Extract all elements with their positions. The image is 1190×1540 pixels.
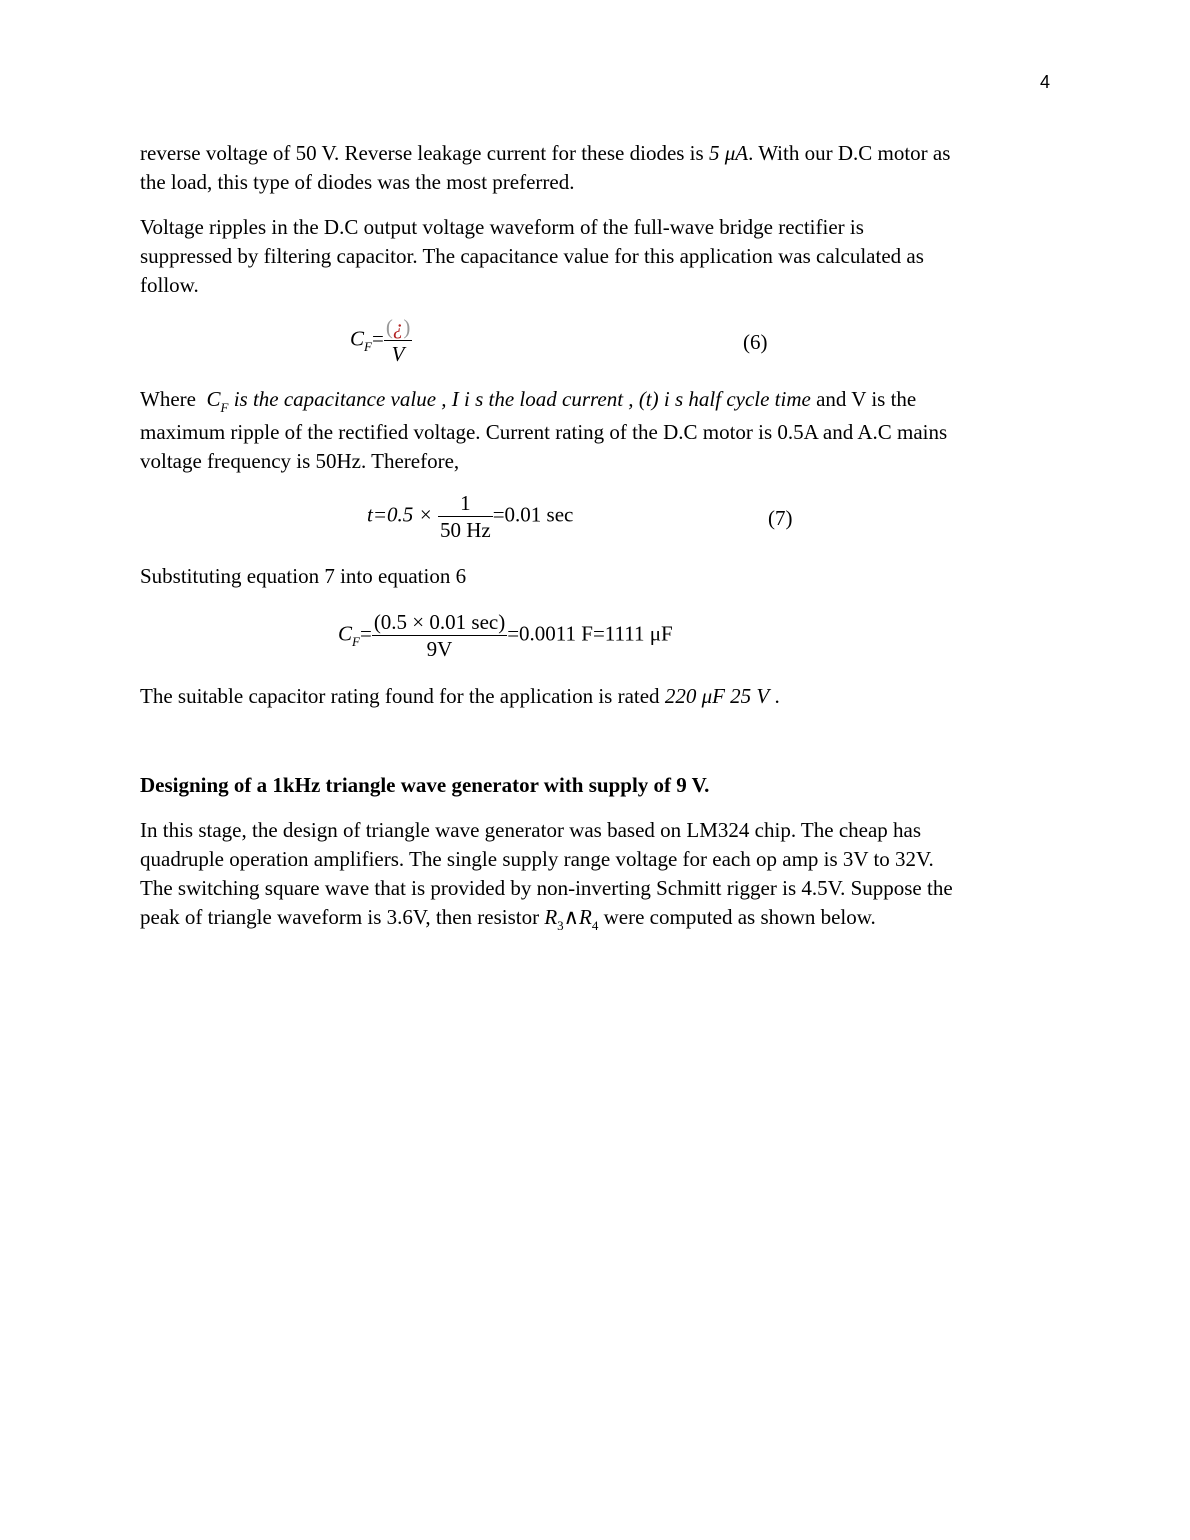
- paragraph-line: voltage frequency is 50Hz. Therefore,: [140, 449, 460, 473]
- equation-6: [350, 314, 412, 367]
- math-c-sub: F: [220, 400, 229, 415]
- paragraph-line: [140, 682, 1055, 711]
- paragraph-line: In this stage, the design of triangle wave generator was based on LM324 chip. The cheap has: [140, 818, 922, 842]
- equation-7: [367, 490, 573, 543]
- eq-numerator: [384, 314, 413, 340]
- eq-rhs: =0.0011 F=1111 μF: [507, 621, 673, 646]
- equation-number-6: (6): [743, 330, 768, 354]
- math-c: C: [206, 387, 221, 411]
- eq-numerator: 1: [460, 491, 471, 515]
- eq-rhs: =0.01 sec: [492, 502, 574, 527]
- paragraph-diode-rating: [140, 139, 1055, 197]
- math-r4-sub: 4: [591, 918, 599, 933]
- math-inline: 220 μF 25 V: [664, 684, 770, 708]
- section-heading: Designing of a 1kHz triangle wave generator with supply of 9 V.: [140, 773, 710, 797]
- math-r4: R: [579, 905, 592, 929]
- text-run: Where: [140, 387, 196, 411]
- text-run: The suitable capacitor rating found for the application is rated: [140, 684, 665, 708]
- paragraph-line: follow.: [140, 273, 199, 297]
- math-inline: 5 μA: [708, 141, 749, 165]
- page-number: 4: [1040, 72, 1051, 92]
- paragraph-where: [140, 385, 1055, 476]
- paragraph-capacitor-rating: [140, 682, 1055, 711]
- placeholder-glyph: ¿: [392, 315, 404, 339]
- eq-lhs: t=0.5 ×: [367, 502, 438, 527]
- math-definition-2: i s half cycle time: [658, 387, 811, 411]
- eq-denominator: 9V: [372, 635, 507, 662]
- equation-number-7: (7): [768, 506, 793, 530]
- eq-fraction: [372, 609, 507, 662]
- paragraph-line: [140, 385, 1055, 416]
- math-definition: is the capacitance value , I i s the load current ,: [228, 387, 639, 411]
- math-t: (t): [638, 387, 659, 411]
- math-and: ∧: [563, 905, 580, 929]
- eq-equals: =: [371, 326, 384, 351]
- eq-denominator: V: [384, 340, 413, 367]
- text-run: peak of triangle waveform is 3.6V, then resistor: [140, 905, 545, 929]
- paragraph-line: [140, 139, 1055, 168]
- eq-lhs-sub: F: [364, 339, 372, 355]
- eq-lhs: C: [350, 326, 365, 351]
- paragraph-line: The switching square wave that is provided by non-inverting Schmitt rigger is 4.5V. Suppose the: [140, 876, 953, 900]
- text-run: .: [769, 684, 780, 708]
- eq-lhs: C: [338, 621, 353, 646]
- paragraph-line: Substituting equation 7 into equation 6: [140, 564, 467, 588]
- paragraph-substituting: [140, 562, 1055, 591]
- eq-fraction: [384, 314, 413, 367]
- eq-lhs-sub: F: [352, 634, 360, 650]
- text-run: were computed as shown below.: [598, 905, 876, 929]
- eq-numerator: (0.5 × 0.01 sec): [373, 610, 506, 634]
- math-r3-sub: 3: [557, 918, 564, 933]
- paragraph-voltage-ripples: [140, 213, 1055, 300]
- paragraph-line: [140, 903, 1055, 934]
- paragraph-line: the load, this type of diodes was the most preferred.: [140, 170, 575, 194]
- text-run: . With our D.C motor as: [748, 141, 951, 165]
- equation-capacitance: [338, 609, 673, 662]
- paren-right: ): [403, 315, 411, 339]
- paragraph-line: suppressed by filtering capacitor. The capacitance value for this application was calculated as: [140, 244, 924, 268]
- text-run: and V is the: [810, 387, 917, 411]
- eq-fraction: [438, 490, 493, 543]
- eq-equals: =: [359, 621, 372, 646]
- paragraph-line: quadruple operation amplifiers. The single supply range voltage for each op amp is 3V to 32V.: [140, 847, 934, 871]
- text-run: reverse voltage of 50 V. Reverse leakage current for these diodes is: [140, 141, 709, 165]
- eq-denominator: 50 Hz: [439, 518, 491, 542]
- paragraph-line: maximum ripple of the rectified voltage. Current rating of the D.C motor is 0.5A and A.C mains: [140, 420, 948, 444]
- paragraph-triangle-generator: [140, 816, 1055, 934]
- paragraph-line: Voltage ripples in the D.C output voltage waveform of the full-wave bridge rectifier is: [140, 215, 864, 239]
- paren-left: (: [385, 315, 393, 339]
- math-r3: R: [544, 905, 558, 929]
